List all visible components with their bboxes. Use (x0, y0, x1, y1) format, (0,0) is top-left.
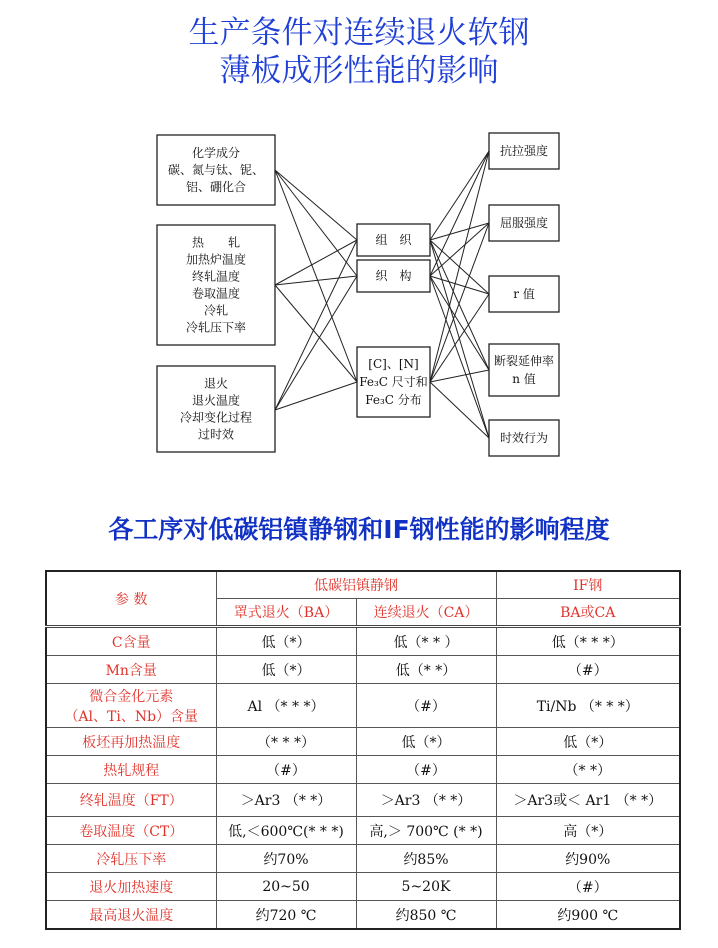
diagram-connector (275, 240, 357, 410)
diagram-box-label: 屈服强度 (499, 216, 549, 230)
page-title-line2: 薄板成形性能的影响 (219, 53, 499, 89)
table-cell: （* * *） (216, 728, 356, 756)
table-cell: （#） (216, 756, 356, 784)
table-cell: 约85% (356, 845, 496, 873)
diagram-box-label: 退火 (203, 376, 229, 391)
table-row (46, 728, 680, 756)
table-cell: 低（*） (216, 656, 356, 684)
diagram-connector (275, 170, 357, 382)
diagram-box-label: n 值 (512, 372, 536, 386)
table-row (46, 873, 680, 901)
diagram-box-label: 织 构 (375, 269, 412, 283)
table-cell: ＞Ar3 （* *） (216, 784, 356, 817)
table-cell: （#） (496, 656, 680, 684)
table-cell: （#） (356, 756, 496, 784)
diagram-box-label: 热 轧 (191, 235, 241, 250)
table-cell: 约90% (496, 845, 680, 873)
param-label: 卷取温度（CT） (46, 817, 216, 845)
table-cell: 低（* *） (356, 656, 496, 684)
table-cell: 5~20K (356, 873, 496, 901)
diagram-connector (275, 170, 357, 240)
param-label: C含量 (46, 627, 216, 656)
diagram-connector (430, 151, 489, 240)
table-row (46, 756, 680, 784)
header-param: 参 数 (46, 571, 216, 627)
diagram-box-label: [C]、[N] (368, 357, 419, 371)
diagram-box-label: 抗拉强度 (499, 144, 549, 158)
diagram-connector (430, 151, 489, 382)
header-group-low-carbon: 低碳铝镇静钢 (216, 571, 496, 599)
table-row (46, 817, 680, 845)
table-cell: 高,＞ 700℃ (* *) (356, 817, 496, 845)
table-cell: 约720 ℃ (216, 901, 356, 930)
table-cell: ＞Ar3或＜ Ar1 （* *） (496, 784, 680, 817)
table-cell: 低（*） (216, 627, 356, 656)
table-cell: 低（* * *） (496, 627, 680, 656)
diagram-box-label: 铝、硼化合 (185, 180, 247, 194)
diagram-right-box (489, 344, 559, 396)
diagram-connector (275, 170, 357, 276)
table-cell: （#） (496, 873, 680, 901)
diagram-connector (275, 285, 357, 382)
param-label: 微合金化元素 （Al、Ti、Nb）含量 (46, 684, 216, 728)
param-label: 板坯再加热温度 (46, 728, 216, 756)
diagram-box-label: 加热炉温度 (185, 252, 247, 267)
diagram-box-label: 终轧温度 (191, 269, 241, 284)
diagram-box-label: 组 织 (375, 233, 412, 247)
table-cell: 低（*） (496, 728, 680, 756)
table-cell: 低（* * ） (356, 627, 496, 656)
diagram-box-label: 碳、氮与钛、铌、 (167, 163, 265, 177)
table-cell: （* *） (496, 756, 680, 784)
table-row (46, 901, 680, 930)
diagram-box-label: 断裂延伸率 (493, 354, 555, 368)
diagram-box-label: 冷轧压下率 (185, 320, 247, 335)
header-sub-ba-ca: BA或CA (496, 599, 680, 627)
header-group-if: IF钢 (496, 571, 680, 599)
table-cell: （#） (356, 684, 496, 728)
param-label: 冷轧压下率 (46, 845, 216, 873)
table-cell: 约70% (216, 845, 356, 873)
param-label: 热轧规程 (46, 756, 216, 784)
header-sub-ba: 罩式退火（BA） (216, 599, 356, 627)
process-influence-table (45, 570, 681, 930)
diagram-box-label: 退火温度 (191, 393, 241, 408)
table-cell: Al （* * *） (216, 684, 356, 728)
diagram-box-label: 过时效 (197, 427, 235, 442)
table-cell: 约900 ℃ (496, 901, 680, 930)
diagram-connector (430, 276, 489, 294)
table-title: 各工序对低碳铝镇静钢和IF钢性能的影响程度 (108, 515, 610, 544)
diagram-box-label: Fe₃C 尺寸和 (359, 375, 428, 389)
table-row (46, 656, 680, 684)
table-cell: 20~50 (216, 873, 356, 901)
table-cell: ＞Ar3 （* *） (356, 784, 496, 817)
diagram-box-label: 时效行为 (499, 431, 549, 445)
diagram-box-label: r 值 (513, 287, 535, 301)
diagram-box-label: 冷轧 (203, 303, 229, 318)
diagram-connector (430, 151, 489, 276)
header-sub-ca: 连续退火（CA） (356, 599, 496, 627)
diagram-box-label: 化学成分 (191, 146, 241, 160)
param-label: Mn含量 (46, 656, 216, 684)
table-row (46, 784, 680, 817)
diagram-connector (430, 240, 489, 370)
table-cell: 低（*） (356, 728, 496, 756)
diagram-connector (275, 382, 357, 410)
diagram-connector (430, 240, 489, 438)
table-row (46, 845, 680, 873)
param-label: 退火加热速度 (46, 873, 216, 901)
diagram-connector (430, 370, 489, 382)
diagram-box-label: 冷却变化过程 (179, 410, 253, 425)
table-cell: 约850 ℃ (356, 901, 496, 930)
param-label: 终轧温度（FT） (46, 784, 216, 817)
diagram-connector (275, 276, 357, 410)
table-cell: 高（*） (496, 817, 680, 845)
table-cell: 低,＜600℃(* * *) (216, 817, 356, 845)
table-cell: Ti/Nb （* * *） (496, 684, 680, 728)
page-title-line1: 生产条件对连续退火软钢 (188, 15, 530, 51)
table-row (46, 684, 680, 728)
table-body (46, 627, 680, 930)
diagram-connector (430, 294, 489, 382)
param-label: 最高退火温度 (46, 901, 216, 930)
table-row (46, 627, 680, 656)
diagram-box-label: Fe₃C 分布 (365, 393, 422, 407)
diagram-box-label: 卷取温度 (191, 286, 241, 301)
diagram-connector (275, 240, 357, 285)
